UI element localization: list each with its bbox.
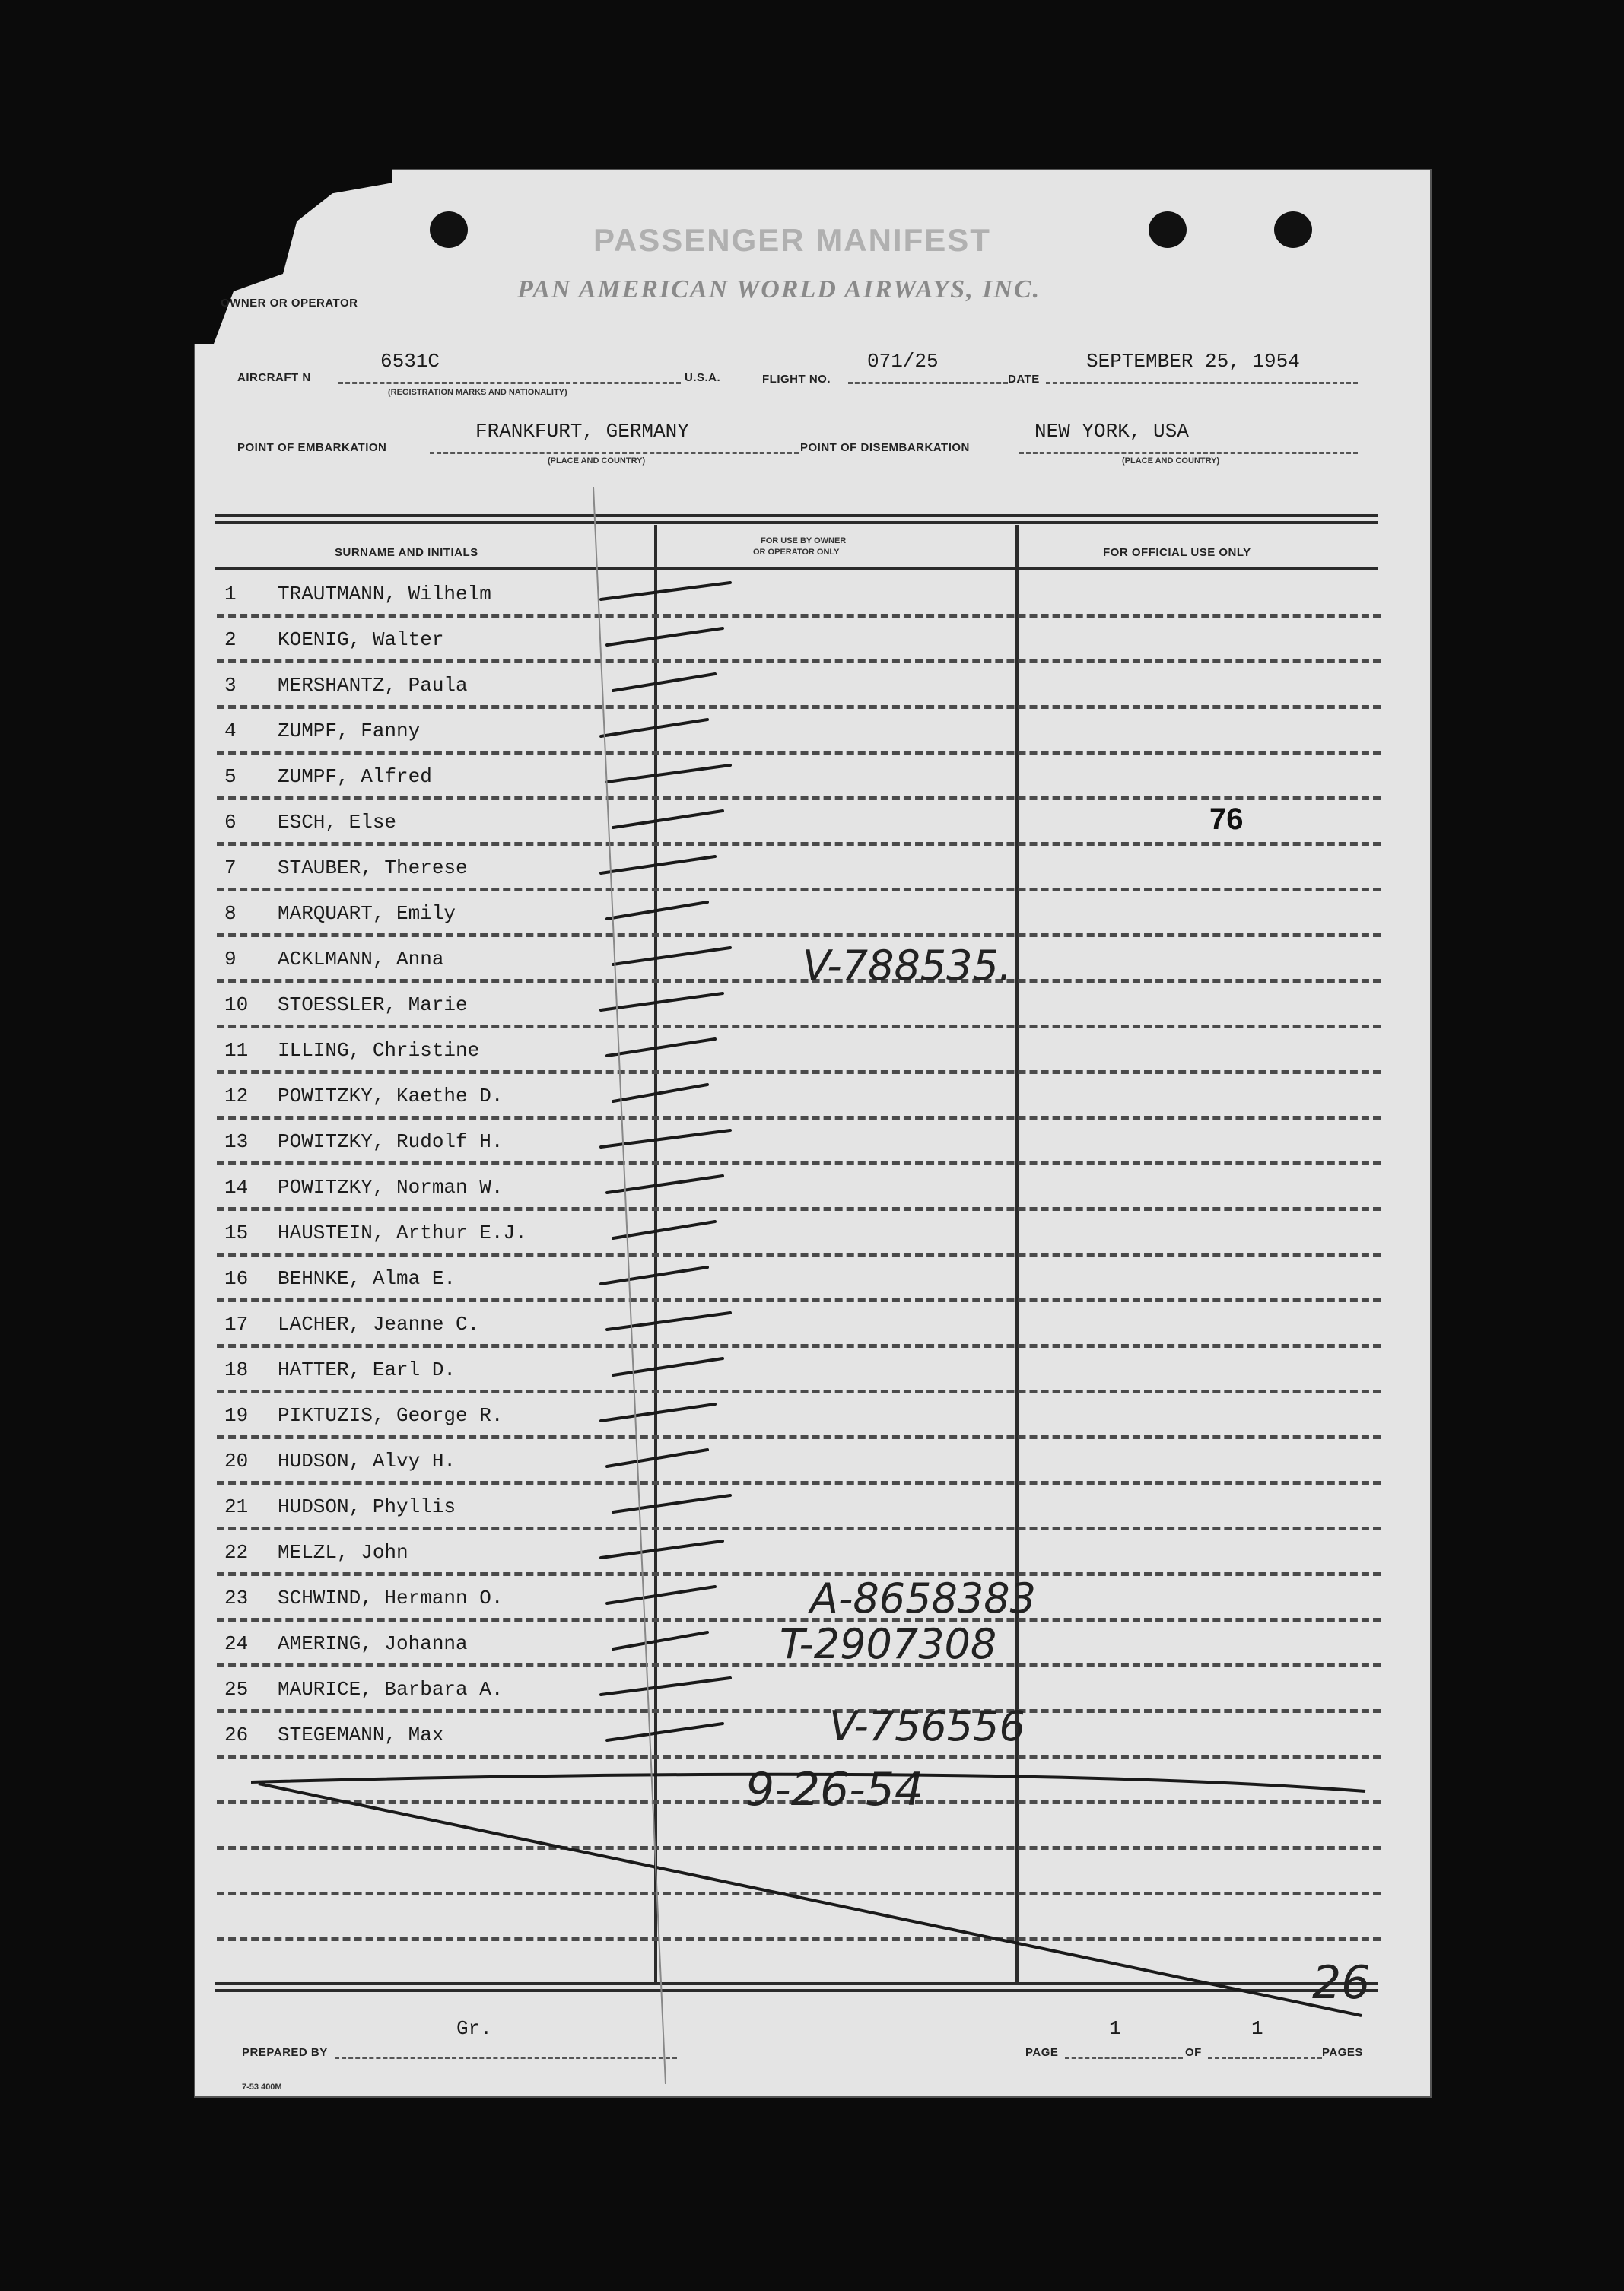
- page-close-line: [251, 1775, 1365, 1791]
- of-label: OF: [1185, 2046, 1202, 2059]
- passenger-name: MARQUART, Emily: [278, 902, 456, 925]
- passenger-number: 10: [224, 993, 249, 1016]
- passenger-number: 3: [224, 674, 237, 697]
- passenger-number: 15: [224, 1222, 249, 1244]
- manifest-title: PASSENGER MANIFEST: [593, 222, 991, 258]
- passenger-name: AMERING, Johanna: [278, 1632, 468, 1655]
- passenger-number: 4: [224, 720, 237, 742]
- passenger-number: 9: [224, 948, 237, 971]
- passenger-number: 16: [224, 1267, 249, 1290]
- check-mark: [601, 1404, 715, 1421]
- date-label: DATE: [1008, 373, 1040, 386]
- aircraft-label: AIRCRAFT N: [237, 371, 311, 384]
- check-mark: [613, 948, 730, 964]
- check-mark: [613, 674, 715, 691]
- embark-caption: (PLACE AND COUNTRY): [548, 456, 646, 466]
- prepared-label: PREPARED BY: [242, 2046, 328, 2059]
- aircraft-value: 6531C: [380, 350, 440, 373]
- passenger-number: 24: [224, 1632, 249, 1655]
- passenger-number: 18: [224, 1358, 249, 1381]
- check-mark: [607, 1039, 715, 1056]
- column-header-owner-2: OR OPERATOR ONLY: [753, 548, 840, 557]
- passenger-name: ACKLMANN, Anna: [278, 948, 444, 971]
- passenger-number: 13: [224, 1130, 249, 1153]
- passenger-number: 2: [224, 628, 237, 651]
- passenger-name: POWITZKY, Norman W.: [278, 1176, 504, 1199]
- passenger-number: 6: [224, 811, 237, 834]
- passenger-number: 20: [224, 1450, 249, 1473]
- passenger-name: LACHER, Jeanne C.: [278, 1313, 480, 1336]
- owner-label: OWNER OR OPERATOR: [221, 297, 358, 310]
- check-mark: [613, 1222, 715, 1238]
- passenger-name: HAUSTEIN, Arthur E.J.: [278, 1222, 527, 1244]
- prepared-line: [335, 2057, 677, 2059]
- check-mark: [601, 1541, 723, 1558]
- check-mark: [613, 1085, 707, 1101]
- of-line: [1208, 2057, 1322, 2059]
- passenger-number: 11: [224, 1039, 249, 1062]
- check-mark: [601, 856, 715, 873]
- check-mark: [601, 993, 723, 1010]
- page-label: PAGE: [1025, 2046, 1059, 2059]
- prepared-value: Gr.: [456, 2017, 492, 2040]
- check-mark: [613, 1632, 707, 1649]
- embark-value: FRANKFURT, GERMANY: [475, 420, 689, 443]
- flight-label: FLIGHT NO.: [762, 373, 831, 386]
- registration-caption: (REGISTRATION MARKS AND NATIONALITY): [388, 388, 567, 397]
- passenger-name: ZUMPF, Fanny: [278, 720, 421, 742]
- passenger-number: 8: [224, 902, 237, 925]
- passenger-number: 5: [224, 765, 237, 788]
- passenger-number: 25: [224, 1678, 249, 1701]
- check-mark: [607, 1450, 707, 1466]
- row23-note: A-8658383: [810, 1574, 1036, 1622]
- column-header-official: FOR OFFICIAL USE ONLY: [1103, 546, 1251, 559]
- passenger-name: STEGEMANN, Max: [278, 1724, 444, 1746]
- flight-value: 071/25: [867, 350, 939, 373]
- check-mark: [607, 902, 707, 919]
- passenger-name: ZUMPF, Alfred: [278, 765, 432, 788]
- passenger-number: 17: [224, 1313, 249, 1336]
- passenger-number: 23: [224, 1587, 249, 1609]
- total-note: 26: [1312, 1956, 1371, 2010]
- passenger-name: STAUBER, Therese: [278, 856, 468, 879]
- passenger-number: 14: [224, 1176, 249, 1199]
- check-mark: [601, 1678, 730, 1695]
- passenger-name: HUDSON, Phyllis: [278, 1495, 456, 1518]
- column-header-surname: SURNAME AND INITIALS: [335, 546, 478, 559]
- passenger-number: 19: [224, 1404, 249, 1427]
- passenger-number: 7: [224, 856, 237, 879]
- disembark-value: NEW YORK, USA: [1034, 420, 1189, 443]
- check-mark: [601, 1130, 730, 1147]
- page-line: [1065, 2057, 1183, 2059]
- date-value: SEPTEMBER 25, 1954: [1086, 350, 1300, 373]
- row9-note: V-788535.: [802, 942, 1012, 990]
- cancel-diagonal-line: [259, 1784, 1362, 2016]
- disembark-label: POINT OF DISEMBARKATION: [800, 441, 970, 454]
- check-mark: [607, 1587, 715, 1603]
- passenger-number: 22: [224, 1541, 249, 1564]
- operator-name: PAN AMERICAN WORLD AIRWAYS, INC.: [517, 275, 1041, 303]
- row24-note: T-2907308: [780, 1620, 997, 1668]
- passenger-name: ILLING, Christine: [278, 1039, 480, 1062]
- passenger-name: SCHWIND, Hermann O.: [278, 1587, 504, 1609]
- embark-label: POINT OF EMBARKATION: [237, 441, 387, 454]
- passenger-name: BEHNKE, Alma E.: [278, 1267, 456, 1290]
- passenger-name: POWITZKY, Rudolf H.: [278, 1130, 504, 1153]
- passenger-name: TRAUTMANN, Wilhelm: [278, 583, 491, 605]
- usa-label: U.S.A.: [685, 371, 721, 384]
- check-mark: [613, 1495, 730, 1512]
- check-mark: [601, 1267, 707, 1284]
- of-value: 1: [1251, 2017, 1263, 2040]
- passenger-number: 12: [224, 1085, 249, 1107]
- check-mark: [601, 583, 730, 599]
- pages-label: PAGES: [1322, 2046, 1363, 2059]
- passenger-name: PIKTUZIS, George R.: [278, 1404, 504, 1427]
- check-mark: [613, 1358, 723, 1375]
- row26-note: V-756556: [829, 1702, 1025, 1750]
- passenger-name: HUDSON, Alvy H.: [278, 1450, 456, 1473]
- passenger-name: POWITZKY, Kaethe D.: [278, 1085, 504, 1107]
- passenger-number: 1: [224, 583, 237, 605]
- disembark-caption: (PLACE AND COUNTRY): [1122, 456, 1220, 466]
- check-mark: [607, 1313, 730, 1330]
- official-stamp: 76: [1209, 802, 1244, 836]
- passenger-name: MAURICE, Barbara A.: [278, 1678, 504, 1701]
- check-mark: [613, 811, 723, 828]
- column-header-owner-1: FOR USE BY OWNER: [761, 536, 847, 545]
- form-number: 7-53 400M: [242, 2083, 282, 2092]
- passenger-number: 26: [224, 1724, 249, 1746]
- check-mark: [607, 628, 723, 645]
- passenger-name: STOESSLER, Marie: [278, 993, 468, 1016]
- check-mark: [607, 765, 730, 782]
- passenger-name: MERSHANTZ, Paula: [278, 674, 468, 697]
- passenger-name: MELZL, John: [278, 1541, 408, 1564]
- date-note: 9-26-54: [745, 1763, 924, 1816]
- check-mark: [607, 1724, 723, 1740]
- passenger-name: HATTER, Earl D.: [278, 1358, 456, 1381]
- passenger-name: ESCH, Else: [278, 811, 397, 834]
- page-value: 1: [1109, 2017, 1121, 2040]
- passenger-number: 21: [224, 1495, 249, 1518]
- check-mark: [601, 720, 707, 736]
- passenger-name: KOENIG, Walter: [278, 628, 444, 651]
